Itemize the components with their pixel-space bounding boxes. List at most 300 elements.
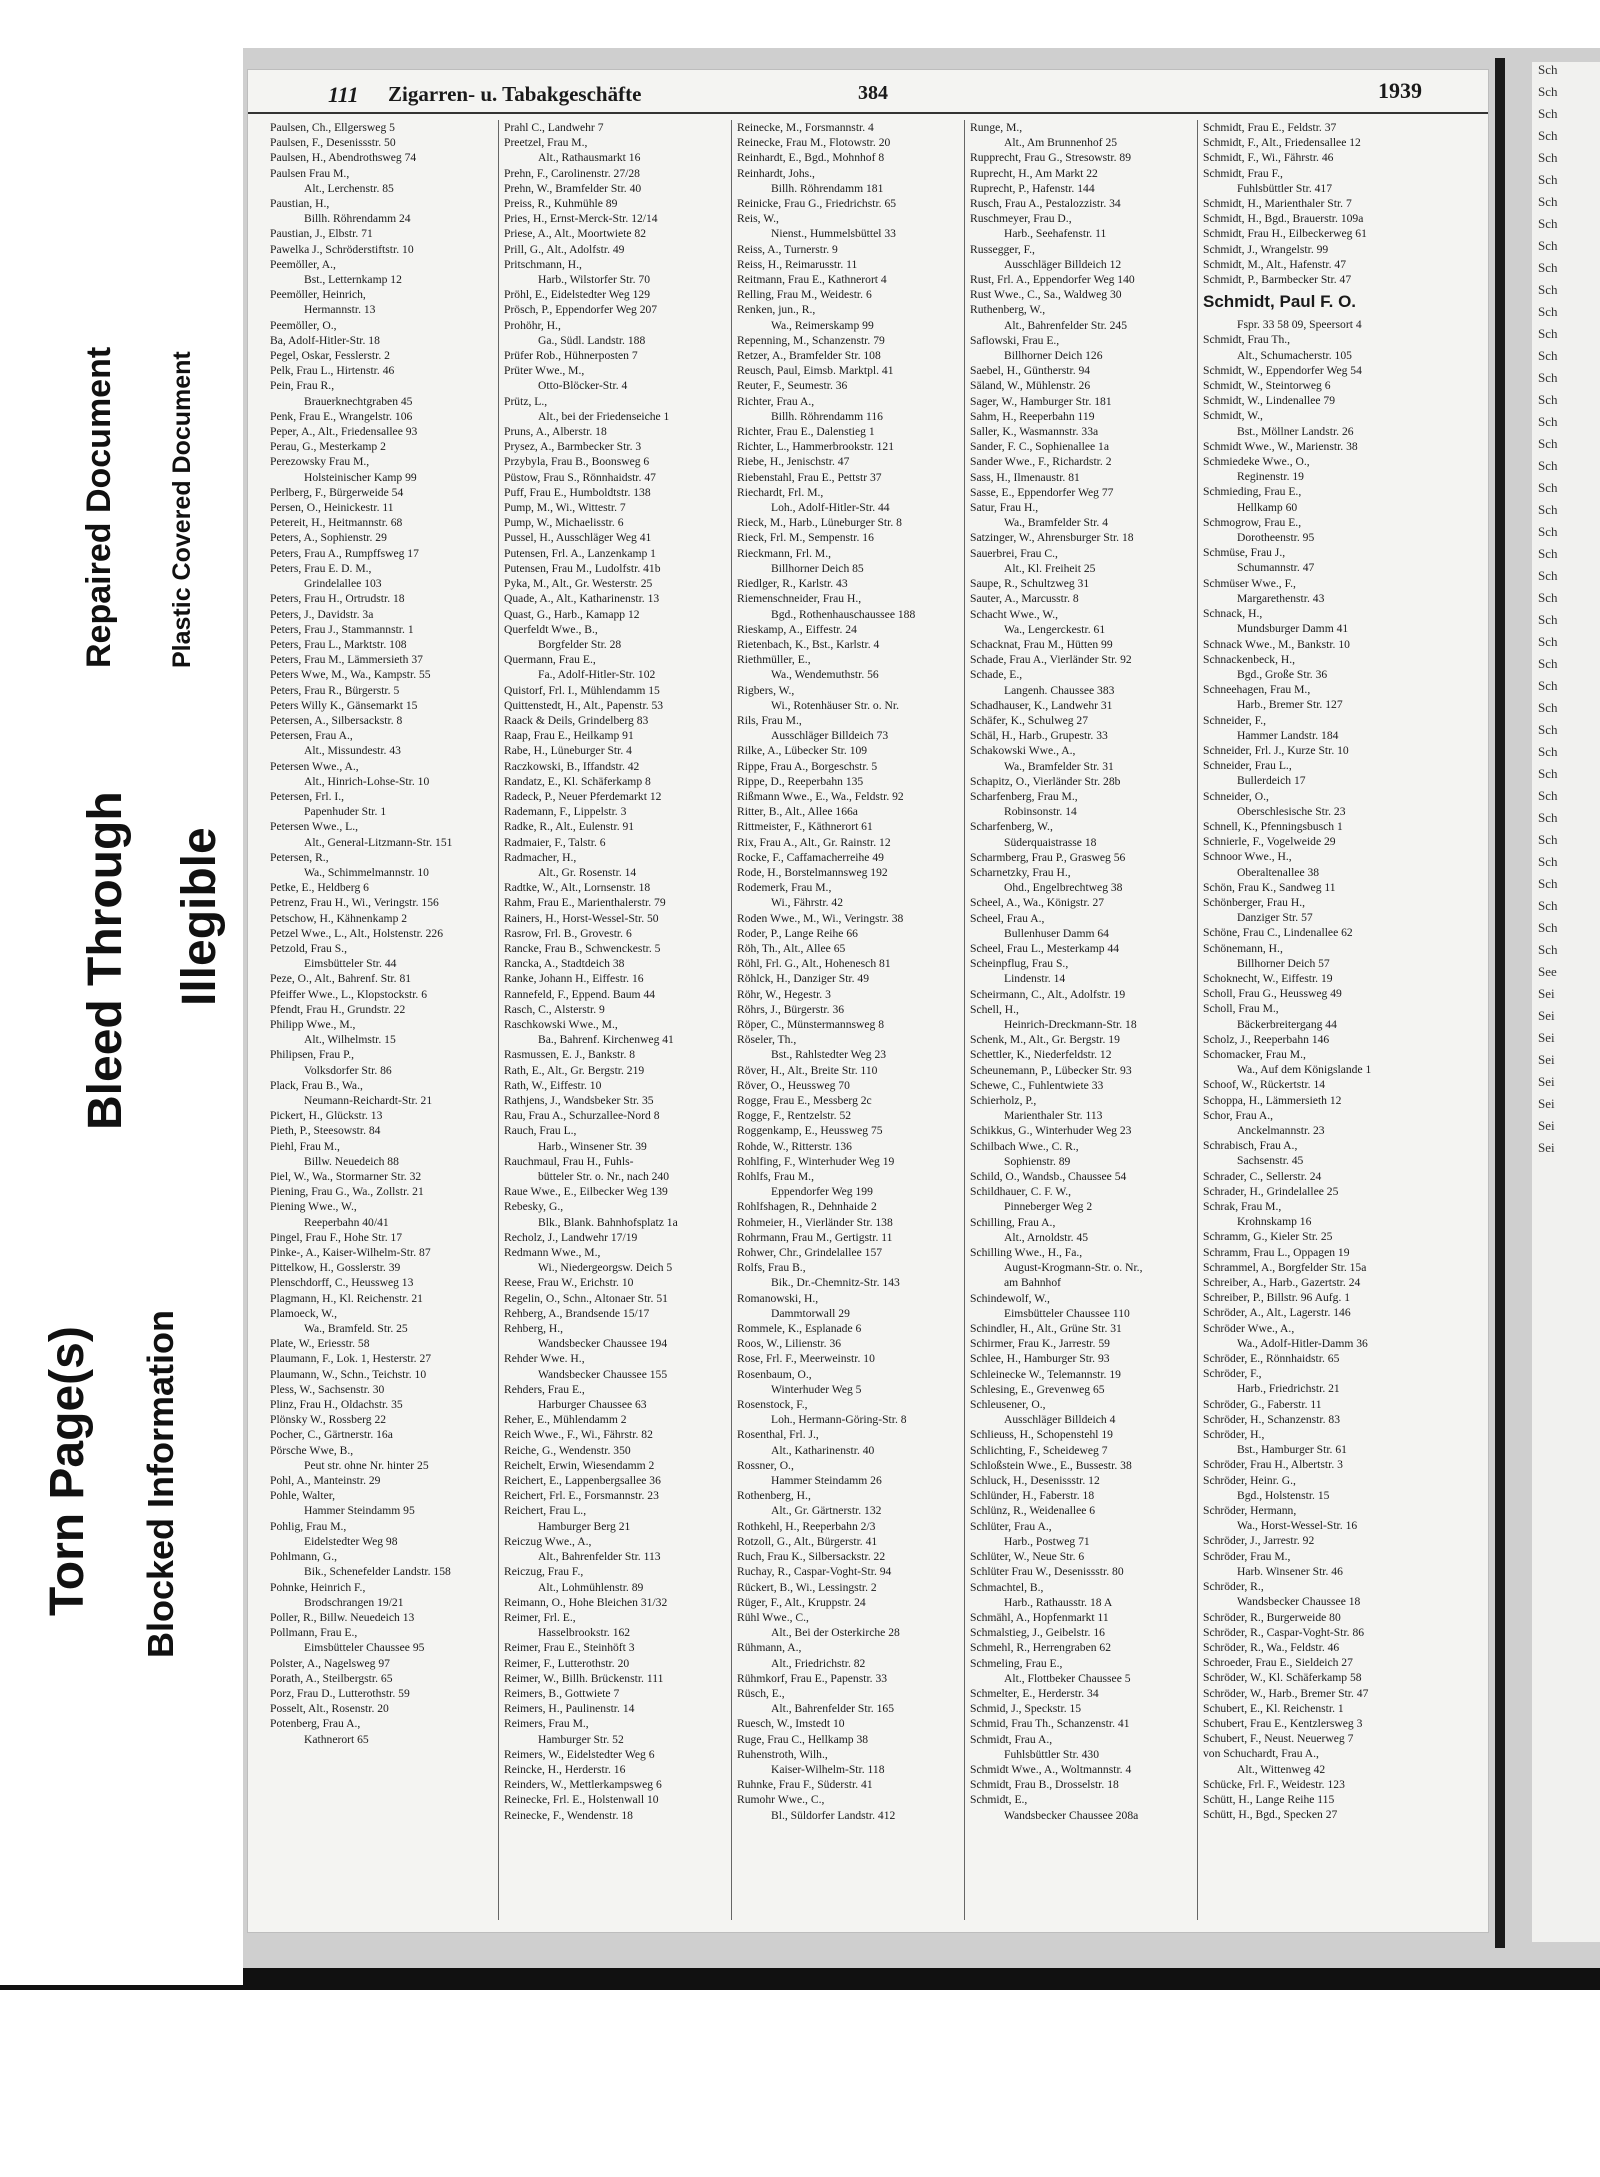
next-page-fragment: See [1538,964,1557,979]
directory-entry: Scharmberg, Frau P., Grasweg 56 [970,850,1126,864]
directory-entry: Schmogrow, Frau E., [1203,515,1302,529]
directory-entry: Alt., Wilhelmstr. 15 [304,1033,396,1047]
directory-entry: Roos, W., Lilienstr. 36 [737,1337,842,1351]
directory-entry: Schettler, K., Niederfeldstr. 12 [970,1048,1112,1062]
directory-entry: Pyka, M., Alt., Gr. Westerstr. 25 [504,577,653,591]
directory-entry: Eppendorfer Weg 199 [771,1185,873,1199]
directory-entry: Ba, Adolf-Hitler-Str. 18 [270,333,380,347]
directory-entry: Schlieuss, H., Schopenstehl 19 [970,1428,1113,1442]
directory-entry: Scheel, Frau L., Mesterkamp 44 [970,941,1120,955]
directory-entry: Anckelmannstr. 23 [1237,1124,1325,1137]
directory-entry: Schönemann, H., [1203,941,1283,955]
directory-entry: Eidelstedter Weg 98 [304,1534,398,1548]
directory-entry: Rasrow, Frl. B., Grovestr. 6 [504,926,632,940]
directory-entry: Bst., Möllner Landstr. 26 [1237,424,1354,438]
directory-entry: Sander, F. C., Sophienallee 1a [970,440,1109,454]
directory-entry: Sander Wwe., F., Richardstr. 2 [970,455,1112,469]
directory-entry: Rath, W., Eiffestr. 10 [504,1078,602,1092]
directory-entry: Schloßstein Wwe., E., Bussestr. 38 [970,1458,1132,1472]
directory-entry: Röhlck, H., Danziger Str. 49 [737,972,870,986]
directory-entry: Reusch, Paul, Eimsb. Marktpl. 41 [737,364,894,378]
directory-entry: Schneehagen, Frau M., [1203,683,1311,697]
directory-entry: Sophienstr. 89 [1004,1154,1071,1168]
directory-entry: Poller, R., Billw. Neuedeich 13 [270,1610,415,1624]
directory-entry: Rusch, Frau A., Pestalozzistr. 34 [970,197,1121,211]
directory-entry: Richter, L., Hammerbrookstr. 121 [737,440,894,454]
directory-entry: Schmidt, Frau A., [970,1732,1053,1746]
column-5 [1203,120,1425,1920]
directory-entry: Fspr. 33 58 09, Speersort 4 [1237,318,1362,332]
directory-entry: Harb., Rathausstr. 18 A [1004,1595,1113,1609]
directory-entry: Peters, Frau J., Stammannstr. 1 [270,622,414,636]
directory-entry: Schmidt, W., Steintorweg 6 [1203,379,1331,393]
directory-entry: Prüfer Rob., Hühnerposten 7 [504,349,638,363]
directory-entry: Sahm, H., Reeperbahn 119 [970,409,1095,423]
directory-entry: Hammer Steindamm 26 [771,1474,882,1488]
directory-entry: Rohlfs, Frau M., [737,1170,814,1184]
directory-entry: Wi., Rotenhäuser Str. o. Nr. [771,698,900,712]
directory-entry: Schröder, R., Wa., Feldstr. 46 [1203,1640,1340,1654]
directory-entry: Pegel, Oskar, Fesslerstr. 2 [270,349,390,363]
directory-entry: Schröder, G., Faberstr. 11 [1203,1397,1322,1411]
directory-entry: Ruesch, W., Imstedt 10 [737,1717,845,1731]
directory-entry: Peters, Frau E. D. M., [270,561,372,575]
column-divider [731,120,732,1920]
directory-entry: Rohwer, Chr., Grindelallee 157 [737,1246,883,1260]
directory-entry: Billhorner Deich 57 [1237,956,1330,970]
directory-entry: Riethmüller, E., [737,653,811,667]
next-page-edge [1532,62,1600,1942]
directory-entry: Rademann, F., Lippelstr. 3 [504,805,627,819]
directory-entry: Schröder, A., Alt., Lagerstr. 146 [1203,1306,1351,1320]
directory-entry: Schildhauer, C. F. W., [970,1185,1072,1199]
directory-entry: Reincke, H., Herderstr. 16 [504,1762,626,1776]
directory-entry: Nienst., Hummelsbüttel 33 [771,227,896,241]
directory-entry: Reimers, W., Eidelstedter Weg 6 [504,1747,655,1761]
directory-entry: Wandsbecker Chaussee 208a [1004,1808,1139,1822]
directory-entry: Schröder Wwe., A., [1203,1321,1295,1335]
directory-entry: Schrabisch, Frau A., [1203,1139,1298,1153]
directory-entry: Schmelter, E., Herderstr. 34 [970,1686,1099,1700]
directory-entry: Wa., Reimerskamp 99 [771,318,874,332]
directory-entry: Schild, O., Wandsb., Chaussee 54 [970,1170,1127,1184]
directory-entry: Prehn, F., Carolinenstr. 27/28 [504,166,640,180]
directory-entry: Schröder, F., [1203,1367,1262,1381]
directory-entry: Bgd., Große Str. 36 [1237,667,1328,681]
directory-entry: Relling, Frau M., Weidestr. 6 [737,288,872,302]
directory-entry: Schmidt, W., [1203,409,1263,423]
directory-entry: Reher, E., Mühlendamm 2 [504,1413,627,1427]
directory-entry: Rauchmaul, Frau H., Fuhls- [504,1154,634,1168]
next-page-fragment: Sch [1538,876,1558,891]
directory-entry: Schramm, G., Kieler Str. 25 [1203,1230,1333,1244]
directory-entry: Repenning, M., Schanzenstr. 79 [737,333,885,347]
directory-entry: Billhorner Deich 85 [771,561,864,575]
directory-entry: Rauch, Frau L., [504,1124,577,1138]
directory-entry: Reiss, A., Turnerstr. 9 [737,242,838,256]
directory-entry: Pless, W., Sachsenstr. 30 [270,1382,385,1396]
directory-entry: Wi., Fährstr. 42 [771,896,843,910]
directory-entry: Rosenbaum, O., [737,1367,812,1381]
directory-entry: Petrenz, Frau H., Wi., Veringstr. 156 [270,896,439,910]
next-page-fragment: Sei [1538,1096,1555,1111]
directory-entry: Radke, R., Alt., Eulenstr. 91 [504,820,635,834]
directory-entry: Quistorf, Frl. I., Mühlendamm 15 [504,683,660,697]
directory-entry: Quermann, Frau E., [504,653,596,667]
directory-entry: Prysez, A., Barmbecker Str. 3 [504,440,642,454]
next-page-fragment: Sei [1538,1052,1555,1067]
directory-entry: Reinecke, M., Forsmannstr. 4 [737,121,874,134]
directory-entry: Schikkus, G., Winterhuder Weg 23 [970,1124,1132,1138]
directory-entry: Billhorner Deich 126 [1004,349,1103,363]
directory-entry: Schreiber, A., Harb., Gazertstr. 24 [1203,1276,1361,1290]
directory-entry: Plaumann, W., Schn., Teichstr. 10 [270,1367,427,1381]
next-page-fragment: Sch [1538,194,1558,209]
directory-entry: Querfeldt Wwe., B., [504,622,598,636]
directory-entry: Schacht Wwe., W., [970,607,1059,621]
directory-entry: Ruge, Frau C., Hellkamp 38 [737,1732,869,1746]
directory-entry: Schröder, R., [1203,1580,1264,1594]
directory-entry: Quast, G., Harb., Kamapp 12 [504,607,640,621]
directory-entry: Petersen, Frl. I., [270,789,345,803]
directory-entry: Porz, Frau D., Lutterothstr. 59 [270,1686,410,1700]
directory-entry: Harb., Seehafenstr. 11 [1004,227,1107,241]
directory-entry: Schröder, E., Rönnhaidstr. 65 [1203,1352,1340,1366]
directory-entry: Schmid, Frau Th., Schanzenstr. 41 [970,1717,1130,1731]
directory-entry: Schneider, Frl. J., Kurze Str. 10 [1203,743,1349,757]
directory-entry: Plaumann, F., Lok. 1, Hesterstr. 27 [270,1352,432,1366]
directory-entry: Reginenstr. 19 [1237,470,1304,484]
directory-entry: Rietenbach, K., Bst., Karlstr. 4 [737,637,880,651]
directory-entry: Pörsche Wwe, B., [270,1443,354,1457]
directory-entry: Rieskamp, A., Eiffestr. 24 [737,622,857,636]
directory-entry: Rosenstock, F., [737,1398,808,1412]
directory-entry: Schnack Wwe., M., Bankstr. 10 [1203,637,1350,651]
directory-entry: Plagmann, H., Kl. Reichenstr. 21 [270,1291,423,1305]
directory-entry: Bäckerbreitergang 44 [1237,1017,1337,1031]
directory-entry: Pelk, Frau L., Hirtenstr. 46 [270,364,395,378]
next-page-fragment: Sch [1538,656,1558,671]
directory-entry: Schröder, H., Schanzenstr. 83 [1203,1412,1341,1426]
next-page-fragment: Sch [1538,524,1558,539]
directory-entry: Quade, A., Alt., Katharinenstr. 13 [504,592,660,606]
directory-entry: Radmacher, H., [504,850,577,864]
directory-entry: Petzold, Frau S., [270,941,347,955]
directory-entry: Pussel, H., Ausschläger Weg 41 [504,531,652,545]
next-page-fragment: Sch [1538,942,1558,957]
directory-entry: Hermannstr. 13 [304,303,376,317]
directory-entry: Harb., Friedrichstr. 21 [1237,1382,1340,1396]
directory-entry: Putensen, Frl. A., Lanzenkamp 1 [504,546,656,560]
directory-entry: Alt., Kl. Freiheit 25 [1004,561,1096,575]
label-torn-pages: Torn Page(s) [41,1326,94,1616]
directory-entry: Schmidt, P., Barmbecker Str. 47 [1203,273,1352,287]
directory-entry: Prösch, P., Eppendorfer Weg 207 [504,303,658,317]
directory-entry: Prahl C., Landwehr 7 [504,121,604,134]
directory-entry: Ruchay, R., Caspar-Voght-Str. 94 [737,1565,892,1579]
directory-entry: Alt., Friedrichstr. 82 [771,1656,866,1670]
directory-entry: Ruhnke, Frau F., Süderstr. 41 [737,1778,873,1792]
directory-entry: Schacknat, Frau M., Hütten 99 [970,637,1113,651]
directory-entry: Schade, Frau A., Vierländer Str. 92 [970,653,1132,667]
directory-entry: Porath, A., Steilbergstr. 65 [270,1671,393,1685]
directory-entry: Reese, Frau W., Erichstr. 10 [504,1276,634,1290]
directory-entry: Peters, Frau A., Rumpffsweg 17 [270,546,419,560]
directory-entry: Schäl, H., Harb., Grupestr. 33 [970,729,1108,743]
next-page-fragment: Sch [1538,722,1558,737]
directory-entry: Pohlmann, G., [270,1550,337,1564]
directory-entry: Alt., Arnoldstr. 45 [1004,1230,1089,1244]
directory-entry: Schmiedeke Wwe., O., [1203,455,1310,469]
directory-entry: Regelin, O., Schn., Altonaer Str. 51 [504,1291,668,1305]
directory-entry: Schmüser Wwe., F., [1203,576,1296,590]
directory-entry: Billh. Röhrendamm 116 [771,409,883,423]
directory-entry: Reiche, G., Wendenstr. 350 [504,1443,631,1457]
directory-entry: Pries, H., Ernst-Merck-Str. 12/14 [504,212,658,226]
directory-entry: Ruschmeyer, Frau D., [970,212,1072,226]
directory-entry: Preetzel, Frau M., [504,136,588,150]
directory-entry: Papenhuder Str. 1 [304,805,387,819]
directory-entry: von Schuchardt, Frau A., [1203,1747,1319,1761]
directory-entry: Piel, W., Wa., Stormarner Str. 32 [270,1170,422,1184]
next-page-fragment: Sch [1538,766,1558,781]
directory-entry: Rehder Wwe. H., [504,1352,585,1366]
directory-entry: Richter, Frau E., Dalenstieg 1 [737,425,875,439]
label-plastic-covered: Plastic Covered Document [168,351,196,668]
directory-entry: Reinhardt, E., Bgd., Mohnhof 8 [737,151,885,165]
directory-entry: Piening, Frau G., Wa., Zollstr. 21 [270,1185,424,1199]
directory-entry: Bik., Schenefelder Landstr. 158 [304,1565,451,1579]
page-gutter [1495,58,1505,1948]
directory-entry: Riemenschneider, Frau H., [737,592,862,606]
directory-entry: Rühmkorf, Frau E., Papenstr. 33 [737,1671,888,1685]
directory-entry: Rix, Frau A., Alt., Gr. Rainstr. 12 [737,835,891,849]
directory-entry: Radtke, W., Alt., Lornsenstr. 18 [504,881,651,895]
directory-entry: Wandsbecker Chaussee 155 [538,1367,668,1381]
directory-entry: Reichelt, Erwin, Wiesendamm 2 [504,1458,655,1472]
directory-entry: Lindenstr. 14 [1004,972,1066,986]
next-page-fragment: Sei [1538,1074,1555,1089]
directory-entry: Eimsbütteler Chaussee 110 [1004,1306,1130,1320]
directory-entry: Riedlger, R., Karlstr. 43 [737,577,848,591]
directory-entry: Peters Wwe, M., Wa., Kampstr. 55 [270,668,431,682]
directory-entry: Saebel, H., Güntherstr. 94 [970,364,1091,378]
directory-entry: Ruthenberg, W., [970,303,1046,317]
directory-entry: Dorotheenstr. 95 [1237,531,1315,545]
directory-entry: Schewe, C., Fuhlentwiete 33 [970,1078,1104,1092]
directory-entry: Schöne, Frau C., Lindenallee 62 [1203,926,1353,940]
directory-entry: Petke, E., Heldberg 6 [270,881,369,895]
directory-entry: Rancke, Frau B., Schwenckestr. 5 [504,941,661,955]
directory-entry: Perau, G., Mesterkamp 2 [270,440,386,454]
directory-entry: Hammer Landstr. 184 [1237,728,1339,742]
directory-entry: Röver, H., Alt., Breite Str. 110 [737,1063,878,1077]
directory-entry: Reichert, Frl. E., Forsmannstr. 23 [504,1489,659,1503]
directory-entry: Peters, J., Davidstr. 3a [270,607,374,621]
directory-entry: Rohde, W., Ritterstr. 136 [737,1139,852,1153]
directory-entry: Petschow, H., Kähnenkamp 2 [270,911,408,925]
directory-entry: Loh., Adolf-Hitler-Str. 44 [771,501,890,515]
directory-entry: Peemöller, Heinrich, [270,288,366,302]
directory-entry: Scholl, Frau M., [1203,1002,1279,1016]
label-bleed-through: Bleed Through [79,791,132,1130]
directory-entry: Röper, C., Münstermannsweg 8 [737,1017,885,1031]
directory-entry: Przybyla, Frau B., Boonsweg 6 [504,455,650,469]
next-page-fragment: Sch [1538,84,1558,99]
directory-entry: Rahm, Frau E., Marienthalerstr. 79 [504,896,666,910]
directory-entry: Bullenhuser Damm 64 [1004,926,1109,940]
directory-entry: Wandsbecker Chaussee 194 [538,1337,668,1351]
directory-entry: Rainers, H., Horst-Wessel-Str. 50 [504,911,659,925]
directory-entry: Petersen, A., Silbersackstr. 8 [270,713,403,727]
directory-entry: Raschkowski Wwe., M., [504,1017,618,1031]
directory-entry: Billh. Röhrendamm 181 [771,181,884,195]
directory-entry: Schrader, C., Sellerstr. 24 [1203,1169,1322,1183]
label-illegible: Illegible [173,827,226,1006]
directory-entry: Rilke, A., Lübecker Str. 109 [737,744,868,758]
directory-entry: Bik., Dr.-Chemnitz-Str. 143 [771,1276,900,1290]
directory-entry: Schmidt, F., Wi., Fährstr. 46 [1203,151,1334,165]
directory-entry: Rupprecht, Frau G., Stresowstr. 89 [970,151,1132,165]
directory-entry: Rieck, M., Harb., Lüneburger Str. 8 [737,516,902,530]
directory-entry: Schmähl, A., Hopfenmarkt 11 [970,1610,1109,1624]
next-page-fragment: Sch [1538,392,1558,407]
directory-entry: Süderquaistrasse 18 [1004,835,1097,849]
next-page-fragment: Sch [1538,348,1558,363]
directory-entry: Piehl, Frau M., [270,1139,340,1153]
label-repaired-document: Repaired Document [80,346,118,668]
directory-entry: Romanowski, H., [737,1291,819,1305]
directory-entry: Retzer, A., Bramfelder Str. 108 [737,349,881,363]
directory-entry: Pröhl, E., Eidelstedter Weg 129 [504,288,651,302]
directory-entry: Wa., Lengerckestr. 61 [1004,622,1106,636]
directory-entry: Rose, Frl. F., Meerweinstr. 10 [737,1352,875,1366]
directory-entry: Preiss, R., Kuhmühle 89 [504,197,618,211]
directory-entry: Fuhlsbüttler Str. 430 [1004,1747,1100,1761]
directory-entry: Peters, Frau H., Ortrudstr. 18 [270,592,405,606]
directory-entry: Schadhauser, K., Landwehr 31 [970,698,1113,712]
directory-entry: Ga., Südl. Landstr. 188 [538,333,646,347]
directory-entry: Reinders, W., Mettlerkampsweg 6 [504,1778,662,1792]
directory-entry: Schönberger, Frau H., [1203,895,1306,909]
directory-entry: Schrader, H., Grindelallee 25 [1203,1184,1339,1198]
condition-labels-strip [0,48,243,1985]
next-page-fragment: Sch [1538,106,1558,121]
directory-entry: Schlünder, H., Faberstr. 18 [970,1489,1095,1503]
directory-entry: Reimer, F., Lutterothstr. 20 [504,1656,630,1670]
directory-entry: Scheel, Frau A., [970,911,1045,925]
directory-entry: Schneider, F., [1203,713,1267,727]
directory-entry: Bgd., Holstenstr. 15 [1237,1488,1330,1502]
directory-entry: Schröder, W., Harb., Bremer Str. 47 [1203,1686,1369,1700]
page-header [248,72,1488,106]
next-page-fragment: Sch [1538,172,1558,187]
directory-entry: Rißmann Wwe., E., Wa., Feldstr. 92 [737,789,904,803]
directory-entry: Schlüter, W., Neue Str. 6 [970,1550,1085,1564]
directory-entry: Grindelallee 103 [304,577,382,591]
directory-entry: Rohlfshagen, R., Dehnhaide 2 [737,1200,877,1214]
directory-entry: Reimann, O., Hohe Bleichen 31/32 [504,1595,668,1609]
section-title: Zigarren- u. Tabakgeschäfte [388,82,642,106]
next-page-fragment: Sei [1538,1030,1555,1045]
directory-entry: Pittelkow, H., Gosslerstr. 39 [270,1261,401,1275]
directory-entry: Satur, Frau H., [970,501,1039,515]
directory-entry: Schlesing, E., Grevenweg 65 [970,1382,1105,1396]
directory-entry: Rancka, A., Stadtdeich 38 [504,957,625,971]
directory-entry: Scharnetzky, Frau H., [970,865,1071,879]
directory-entry: Ba., Bahrenf. Kirchenweg 41 [538,1033,674,1047]
directory-entry: Harb., Bremer Str. 127 [1237,698,1343,712]
directory-entry: Fuhlsbüttler Str. 417 [1237,181,1333,195]
directory-entry: Rothkehl, H., Reeperbahn 2/3 [737,1519,876,1533]
directory-entry: Rieck, Frl. M., Sempenstr. 16 [737,531,874,545]
directory-entry: Oberschlesische Str. 23 [1237,804,1346,818]
directory-entry: Schröder, J., Jarrestr. 92 [1203,1534,1315,1548]
directory-entry: Pingel, Frau F., Hohe Str. 17 [270,1230,403,1244]
directory-entry: Dammtorwall 29 [771,1306,850,1320]
directory-entry: Raczkowski, B., Iffandstr. 42 [504,759,640,773]
directory-entry: Rode, H., Borstelmannsweg 192 [737,865,888,879]
directory-entry: Alt., Gr. Rosenstr. 14 [538,865,637,879]
directory-entry: Schmalstieg, J., Geibelstr. 16 [970,1626,1105,1640]
next-page-fragment: Sch [1538,810,1558,825]
directory-entry: Margarethenstr. 43 [1237,591,1325,605]
directory-entry: Blk., Blank. Bahnhofsplatz 1a [538,1215,678,1229]
directory-entry: Schroeder, Frau E., Sieldeich 27 [1203,1656,1353,1670]
directory-entry: Paustian, H., [270,197,330,211]
directory-entry: Radeck, P., Neuer Pferdemarkt 12 [504,789,662,803]
directory-entry: Harb., Postweg 71 [1004,1534,1090,1548]
page-number: 111 [328,82,359,107]
column-3 [737,120,959,1920]
directory-entry: Oberaltenallee 38 [1237,865,1320,879]
next-page-fragment: Sch [1538,546,1558,561]
directory-entry: Schlüter, Frau A., [970,1519,1052,1533]
directory-entry: Sachsenstr. 45 [1237,1154,1304,1168]
directory-entry: Rust, Frl. A., Eppendorfer Weg 140 [970,273,1135,287]
directory-entry: Rolfs, Frau B., [737,1261,806,1275]
directory-entry: Danziger Str. 57 [1237,911,1313,925]
directory-entry: Raack & Deils, Grindelberg 83 [504,713,649,727]
directory-entry: Röh, Th., Alt., Allee 65 [737,941,846,955]
directory-entry: Schnack, H., [1203,607,1263,621]
directory-entry: Peemöller, A., [270,257,336,271]
directory-entry: Volksdorfer Str. 86 [304,1063,392,1077]
next-page-fragment: Sei [1538,1008,1555,1023]
next-page-fragment: Sch [1538,612,1558,627]
next-page-fragment: Sch [1538,590,1558,605]
directory-entry: Ausschläger Billdeich 4 [1004,1413,1116,1427]
directory-entry: Rau, Frau A., Schurzallee-Nord 8 [504,1109,660,1123]
directory-entry: Roder, P., Lange Reihe 66 [737,926,858,940]
next-page-fragment: Sch [1538,920,1558,935]
directory-entry: Säland, W., Mühlenstr. 26 [970,379,1091,393]
directory-entry: Kaiser-Wilhelm-Str. 118 [771,1762,885,1776]
directory-entry: Plack, Frau B., Wa., [270,1078,363,1092]
directory-entry: Alt., Katharinenstr. 40 [771,1443,875,1457]
next-page-fragment: Sch [1538,458,1558,473]
directory-entry: Pickert, H., Glückstr. 13 [270,1109,383,1123]
directory-entry: Rabe, H., Lüneburger Str. 4 [504,744,632,758]
directory-entry: Perlberg, F., Bürgerweide 54 [270,485,404,499]
directory-entry: Puff, Frau E., Humboldtstr. 138 [504,485,651,499]
directory-entry: Schoppa, H., Lämmersieth 12 [1203,1093,1342,1107]
directory-entry: Schlünz, R., Weidenallee 6 [970,1504,1096,1518]
directory-entry: Pieth, P., Steesowstr. 84 [270,1124,381,1138]
directory-entry: Schindewolf, W., [970,1291,1050,1305]
directory-entry: Bst., Rahlstedter Weg 23 [771,1048,887,1062]
directory-entry: Plamoeck, W., [270,1306,337,1320]
